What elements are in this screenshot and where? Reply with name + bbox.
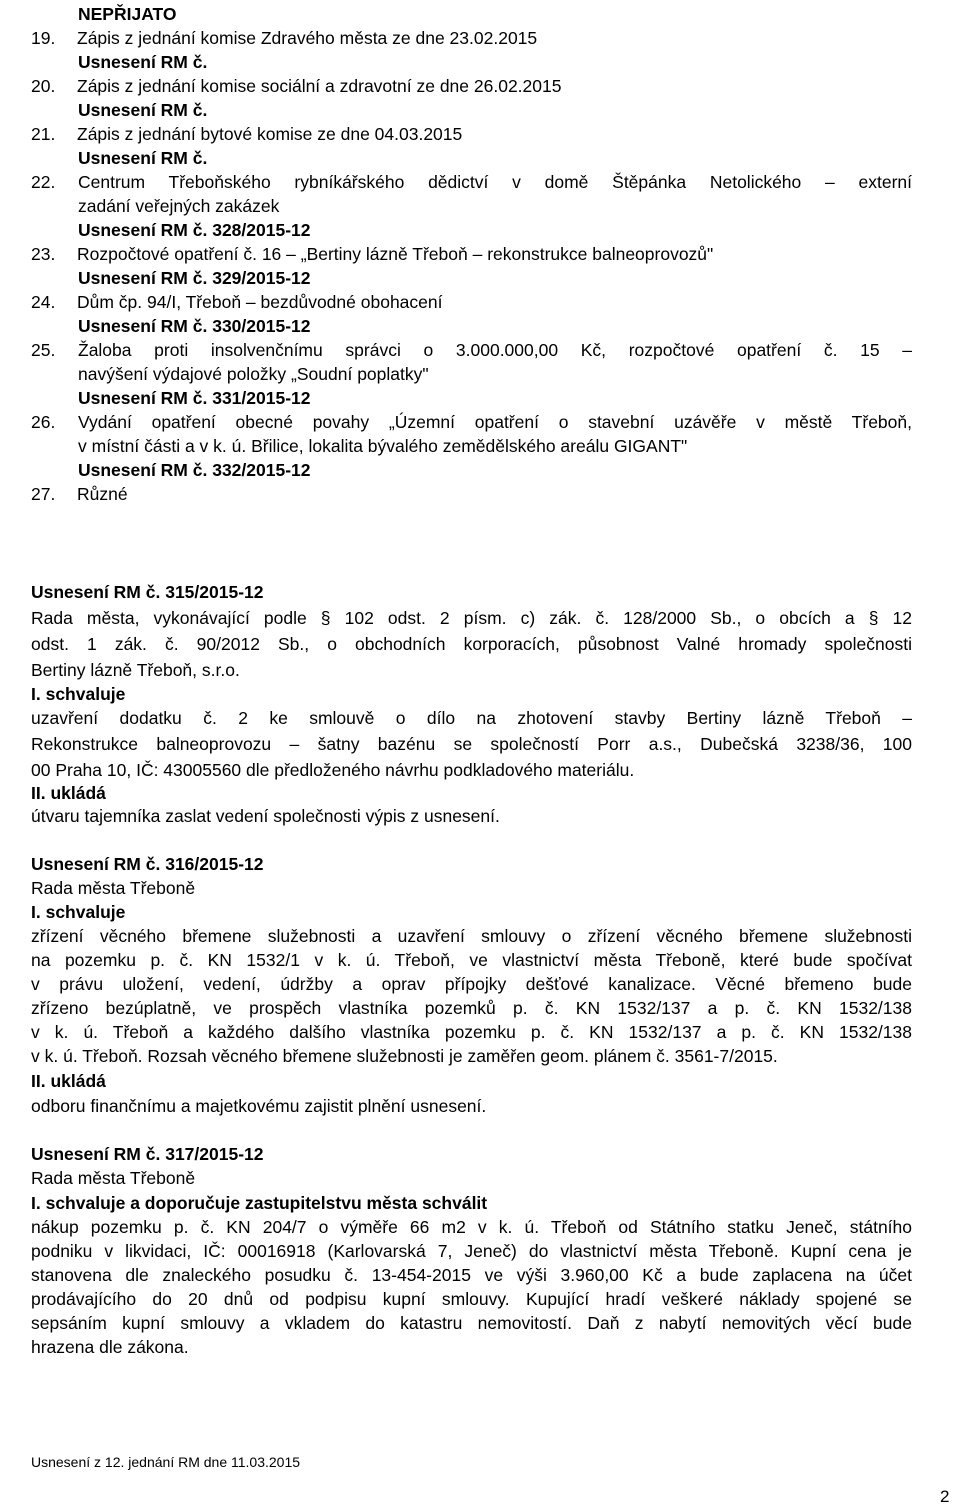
agenda-number: 19.: [31, 28, 56, 48]
section-label: I. schvaluje: [31, 902, 126, 922]
resolution-heading: Usnesení RM č. 316/2015-12: [31, 854, 264, 874]
agenda-number: 24.: [31, 292, 56, 312]
resolution-intro-line: Bertiny lázně Třeboň, s.r.o.: [31, 660, 240, 680]
section-label: I. schvaluje a doporučuje zastupitelstvu města schválit: [31, 1193, 488, 1213]
agenda-title-continued: v místní části a v k. ú. Břilice, lokalita bývalého zemědělského areálu GIGANT": [78, 436, 688, 456]
agenda-title: Rozpočtové opatření č. 16 – „Bertiny lázně Třeboň – rekonstrukce balneoprovozů": [77, 244, 714, 264]
section-line: v právu uložení, vedení, údržby a oprav přípojky dešťové kanalizace. Věcné břemeno bude: [31, 974, 912, 994]
agenda-title: Vydání opatření obecné povahy „Územní opatření o stavební uzávěře v městě Třeboň,: [78, 412, 912, 432]
section-label: II. ukládá: [31, 783, 106, 803]
agenda-resolution: Usnesení RM č. 328/2015-12: [78, 220, 311, 240]
agenda-resolution: Usnesení RM č.: [78, 100, 208, 120]
agenda-item-24: [31, 291, 442, 313]
section-line: sepsáním kupní smlouvy a vkladem do katastru nemovitostí. Daň z nabytí nemovitých věcí bude: [31, 1313, 912, 1333]
section-line: zřízení věcného břemene služebnosti a uzavření smlouvy o zřízení věcného břemene služebnosti: [31, 926, 912, 946]
section-line: hrazena dle zákona.: [31, 1337, 189, 1357]
rejected-label: NEPŘIJATO: [78, 4, 177, 24]
agenda-title: Dům čp. 94/I, Třeboň – bezdůvodné obohacení: [77, 292, 443, 312]
section-line: 00 Praha 10, IČ: 43005560 dle předloženého návrhu podkladového materiálu.: [31, 760, 635, 780]
agenda-resolution: Usnesení RM č. 329/2015-12: [78, 268, 311, 288]
section-line: uzavření dodatku č. 2 ke smlouvě o dílo na zhotovení stavby Bertiny lázně Třeboň –: [31, 708, 912, 728]
agenda-number: 21.: [31, 124, 56, 144]
footer-text: Usnesení z 12. jednání RM dne 11.03.2015: [31, 1454, 301, 1470]
agenda-title: Žaloba proti insolvenčnímu správci o 3.000.000,00 Kč, rozpočtové opatření č. 15 –: [78, 340, 912, 360]
agenda-title: Zápis z jednání komise sociální a zdravotní ze dne 26.02.2015: [77, 76, 562, 96]
page-number: 2: [940, 1487, 950, 1506]
section-line: prodávajícího do 20 dnů od podpisu kupní smlouvy. Kupující hradí veškeré náklady spojené se: [31, 1289, 912, 1309]
section-line: Rekonstrukce balneoprovozu – šatny bazénu se společností Porr a.s., Dubečská 3238/36, 100: [31, 734, 912, 754]
section-line: nákup pozemku p. č. KN 204/7 o výměře 66 m2 v k. ú. Třeboň od Státního statku Jeneč, státního: [31, 1217, 912, 1237]
agenda-resolution: Usnesení RM č. 331/2015-12: [78, 388, 311, 408]
agenda-number: 23.: [31, 244, 56, 264]
agenda-title: Zápis z jednání bytové komise ze dne 04.03.2015: [77, 124, 463, 144]
agenda-item-20: [31, 75, 561, 97]
agenda-item-22: [31, 171, 77, 193]
agenda-title: Různé: [77, 484, 128, 504]
agenda-title: Zápis z jednání komise Zdravého města ze dne 23.02.2015: [77, 28, 538, 48]
section-line: na pozemku p. č. KN 1532/1 v k. ú. Třeboň, ve vlastnictví města Třeboně, které bude spočívat: [31, 950, 912, 970]
section-line: podniku v likvidaci, IČ: 00016918 (Karlovarská 7, Jeneč) do vlastnictví města Třeboně. Kupní cena je: [31, 1241, 912, 1261]
agenda-item-21: [31, 123, 462, 145]
agenda-number: 27.: [31, 484, 56, 504]
agenda-title-continued: navýšení výdajové položky „Soudní poplatky": [78, 364, 429, 384]
agenda-title: Centrum Třeboňského rybníkářského dědictví v domě Štěpánka Netolického – externí: [78, 172, 912, 192]
section-line: zřízeno bezúplatně, ve prospěch vlastníka pozemků p. č. KN 1532/137 a p. č. KN 1532/138: [31, 998, 912, 1018]
agenda-resolution: Usnesení RM č.: [78, 52, 208, 72]
agenda-item-26: [31, 411, 77, 433]
agenda-number: 22.: [31, 172, 56, 192]
agenda-title-continued: zadání veřejných zakázek: [78, 196, 280, 216]
agenda-item-23: [31, 243, 713, 265]
agenda-item-25: [31, 339, 77, 361]
resolution-intro-line: Rada města Třeboně: [31, 1168, 196, 1188]
agenda-number: 25.: [31, 340, 56, 360]
agenda-resolution: Usnesení RM č.: [78, 148, 208, 168]
section-label: II. ukládá: [31, 1071, 106, 1091]
section-line: odboru finančnímu a majetkovému zajistit plnění usnesení.: [31, 1096, 487, 1116]
agenda-number: 20.: [31, 76, 56, 96]
section-line: útvaru tajemníka zaslat vedení společnosti výpis z usnesení.: [31, 806, 500, 826]
resolution-intro-line: Rada města Třeboně: [31, 878, 196, 898]
agenda-item-19: [31, 27, 537, 49]
resolution-heading: Usnesení RM č. 315/2015-12: [31, 582, 264, 602]
section-label: I. schvaluje: [31, 684, 126, 704]
section-line: stanovena dle znaleckého posudku č. 13-454-2015 ve výši 3.960,00 Kč a bude zaplacena na účet: [31, 1265, 912, 1285]
agenda-item-27: [31, 483, 128, 505]
agenda-resolution: Usnesení RM č. 330/2015-12: [78, 316, 311, 336]
section-line: v k. ú. Třeboň a každého dalšího vlastníka pozemku p. č. KN 1532/137 a p. č. KN 1532/138: [31, 1022, 912, 1042]
agenda-number: 26.: [31, 412, 56, 432]
section-line: v k. ú. Třeboň. Rozsah věcného břemene služebnosti je zaměřen geom. plánem č. 3561-7/2015.: [31, 1046, 778, 1066]
resolution-intro-line: Rada města, vykonávající podle § 102 odst. 2 písm. c) zák. č. 128/2000 Sb., o obcích a § 12: [31, 608, 912, 628]
agenda-resolution: Usnesení RM č. 332/2015-12: [78, 460, 311, 480]
resolution-heading: Usnesení RM č. 317/2015-12: [31, 1144, 264, 1164]
resolution-intro-line: odst. 1 zák. č. 90/2012 Sb., o obchodních korporacích, působnost Valné hromady společnosti: [31, 634, 912, 654]
